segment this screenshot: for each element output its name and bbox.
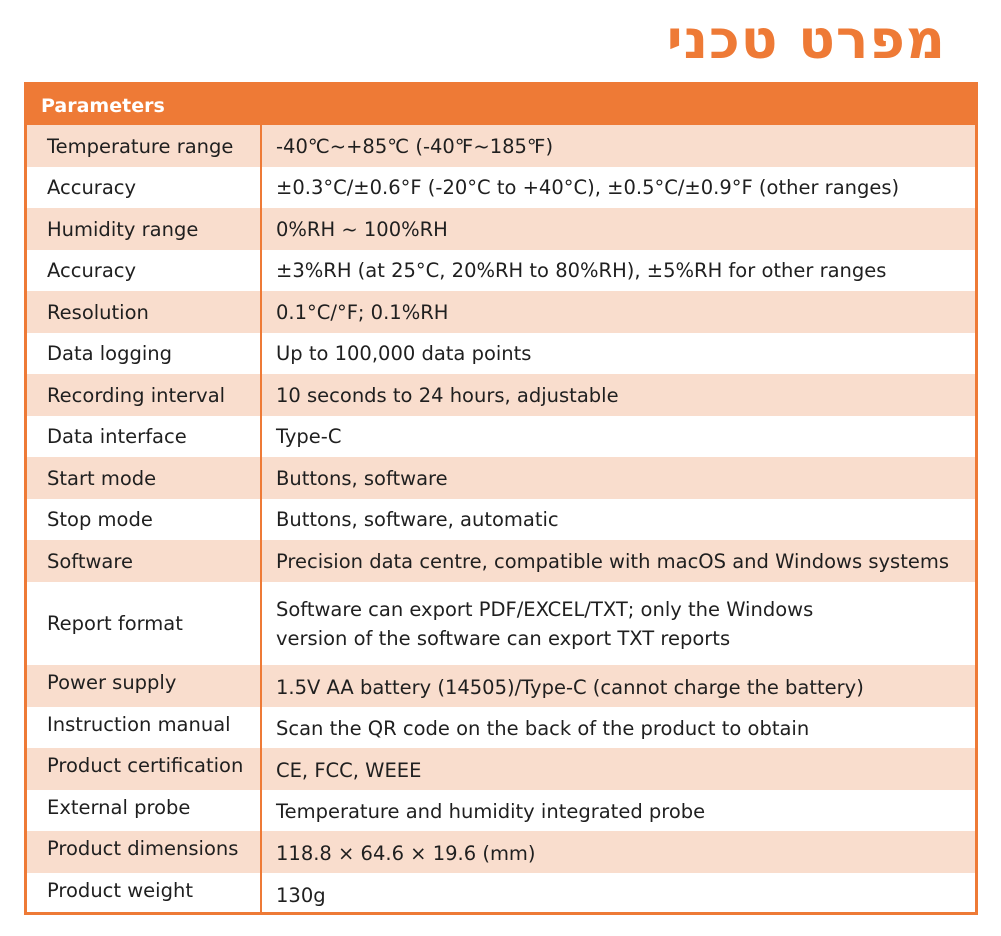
row-value: -40℃~+85℃ (-40℉~185℉) <box>276 134 554 158</box>
row-label: External probe <box>27 790 262 831</box>
table-row <box>27 125 975 167</box>
row-value: 118.8 × 64.6 × 19.6 (mm) <box>276 842 536 865</box>
table-row <box>27 333 975 374</box>
page-title: מפרט טכני <box>666 8 946 71</box>
row-label: Accuracy <box>27 167 262 208</box>
table-row <box>27 790 975 831</box>
row-label: Resolution <box>27 291 262 333</box>
row-value: Buttons, software <box>276 466 448 490</box>
row-value: Up to 100,000 data points <box>276 342 532 365</box>
table-row <box>27 707 975 748</box>
row-value: ±0.3°C/±0.6°F (-20°C to +40°C), ±0.5°C/±0.9°F (other ranges) <box>276 176 900 199</box>
table-row <box>27 748 975 790</box>
table-row <box>27 665 975 707</box>
row-value: Temperature and humidity integrated probe <box>276 800 706 823</box>
table-row <box>27 291 975 333</box>
row-value: ±3%RH (at 25°C, 20%RH to 80%RH), ±5%RH for other ranges <box>276 259 887 282</box>
table-row <box>27 208 975 250</box>
row-label: Instruction manual <box>27 707 262 748</box>
row-value: 130g <box>276 884 326 907</box>
table-row <box>27 582 975 665</box>
row-label: Stop mode <box>27 499 262 540</box>
row-label: Accuracy <box>27 250 262 291</box>
row-value: CE, FCC, WEEE <box>276 759 422 782</box>
row-value: Type-C <box>276 425 342 448</box>
row-value: 1.5V AA battery (14505)/Type-C (cannot charge the battery) <box>276 676 864 699</box>
table-row <box>27 873 975 915</box>
table-body <box>27 125 975 915</box>
row-label: Product dimensions <box>27 831 262 873</box>
row-value: 10 seconds to 24 hours, adjustable <box>276 383 619 407</box>
row-label: Start mode <box>27 457 262 499</box>
row-label: Report format <box>27 582 262 665</box>
table-header: Parameters <box>27 85 975 125</box>
row-label: Product weight <box>27 873 262 915</box>
spec-table <box>24 82 978 915</box>
row-label: Data logging <box>27 333 262 374</box>
row-label: Humidity range <box>27 208 262 250</box>
row-value: Scan the QR code on the back of the product to obtain <box>276 717 810 740</box>
table-row <box>27 831 975 873</box>
row-value: Buttons, software, automatic <box>276 508 559 531</box>
table-row <box>27 374 975 416</box>
table-row <box>27 416 975 457</box>
row-value: 0.1°C/°F; 0.1%RH <box>276 300 449 324</box>
row-label: Power supply <box>27 665 262 707</box>
table-row <box>27 457 975 499</box>
row-value-line: Software can export PDF/EXCEL/TXT; only the Windows <box>276 597 814 621</box>
row-label: Data interface <box>27 416 262 457</box>
row-label: Software <box>27 540 262 582</box>
row-label: Temperature range <box>27 125 262 167</box>
row-value: 0%RH ~ 100%RH <box>276 217 448 241</box>
table-row <box>27 499 975 540</box>
row-value: Precision data centre, compatible with macOS and Windows systems <box>276 549 950 573</box>
row-value-line: version of the software can export TXT reports <box>276 626 731 650</box>
row-label: Recording interval <box>27 374 262 416</box>
table-row <box>27 250 975 291</box>
table-row <box>27 540 975 582</box>
table-row <box>27 167 975 208</box>
row-value <box>262 582 975 665</box>
row-label: Product certification <box>27 748 262 790</box>
